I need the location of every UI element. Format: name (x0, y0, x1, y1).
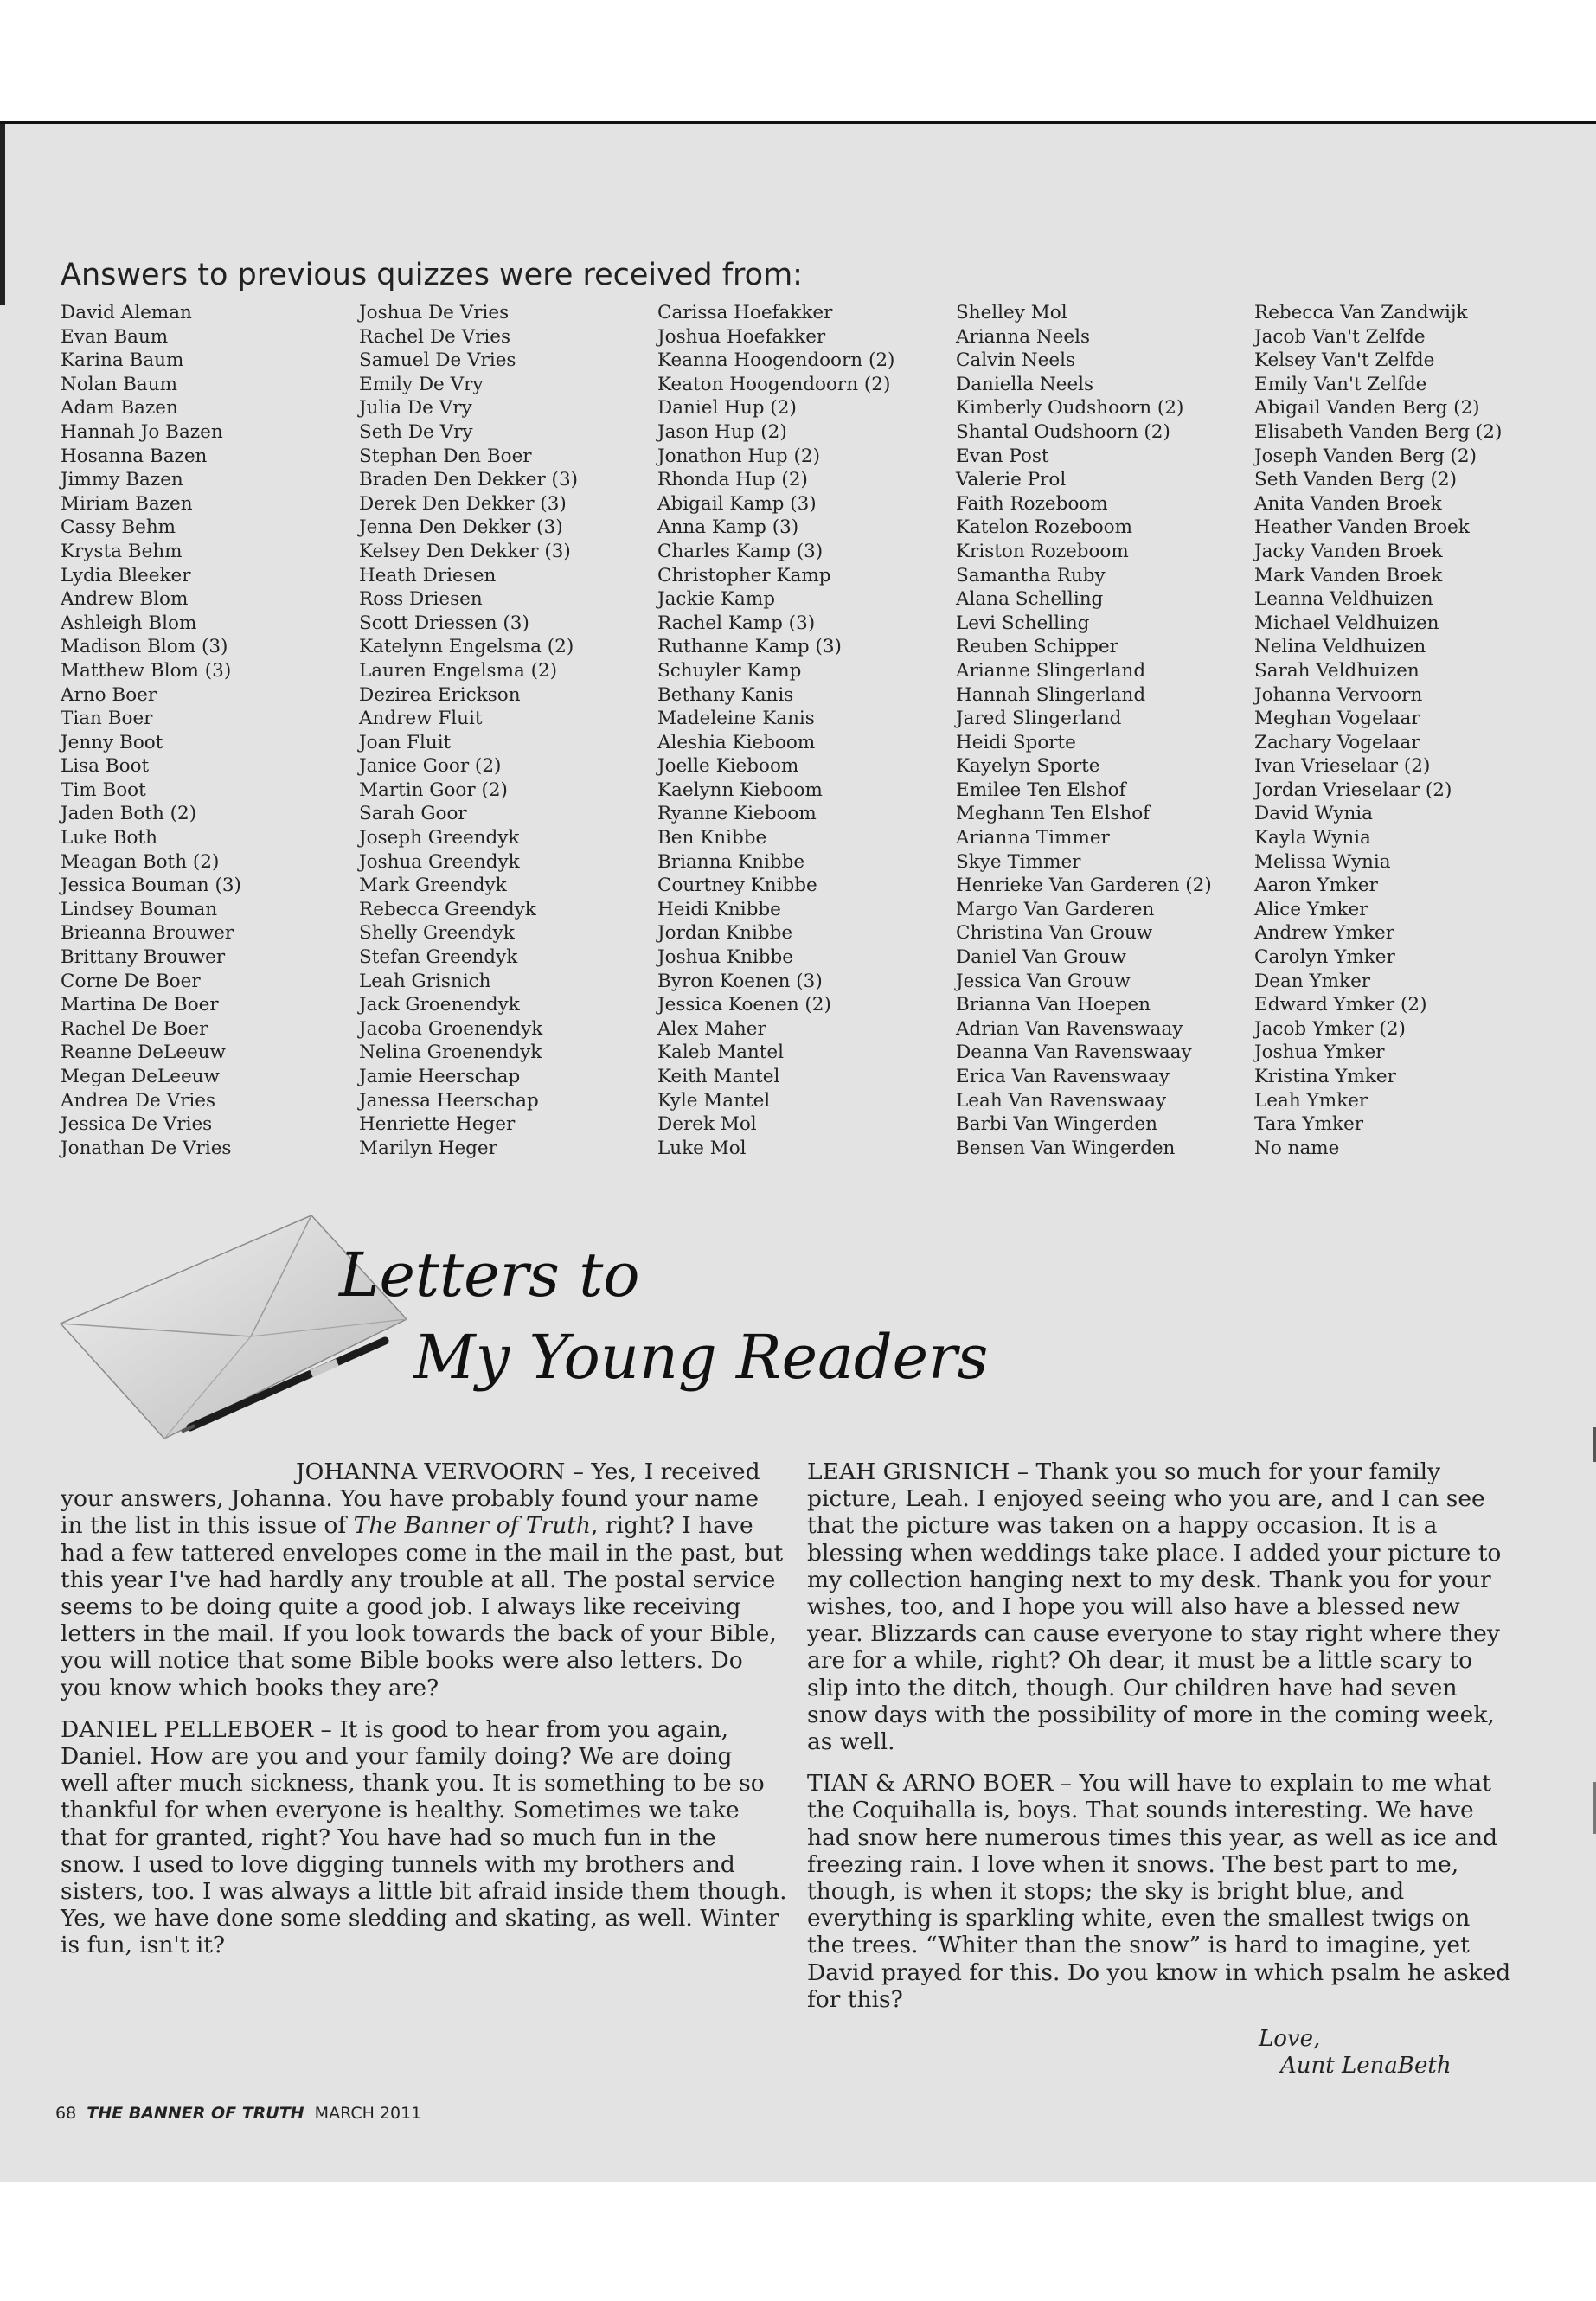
name-entry: Leah Van Ravenswaay (956, 1089, 1166, 1112)
name-entry: Kristina Ymker (1254, 1066, 1396, 1087)
names-column-2 (359, 301, 653, 1160)
name-entry: Rhonda Hup (2) (657, 469, 808, 491)
name-entry: Rebecca Van Zandwijk (1254, 302, 1468, 324)
name-entry: Elisabeth Vanden Berg (2) (1254, 420, 1503, 443)
magazine-name: THE BANNER OF TRUTH (87, 2104, 304, 2123)
signature: Aunt LenaBeth (1280, 2053, 1452, 2079)
name-entry: Heidi Sporte (956, 731, 1076, 753)
name-entry: Byron Koenen (3) (657, 970, 823, 992)
name-entry: Krysta Behm (61, 540, 183, 562)
name-entry: Arianna Timmer (956, 827, 1110, 849)
name-entry: Jacob Ymker (2) (1254, 1017, 1406, 1040)
name-entry: Matthew Blom (3) (61, 659, 232, 682)
name-entry: Jackie Kamp (657, 588, 775, 611)
name-entry: Meghan Vogelaar (1254, 708, 1420, 730)
name-entry: Joan Fluit (359, 731, 452, 753)
name-entry: Kayelyn Sporte (956, 755, 1100, 778)
name-entry: Corne De Boer (61, 970, 201, 992)
name-entry: Joshua Greendyk (359, 850, 520, 873)
name-entry: Lindsey Bouman (61, 898, 218, 920)
name-entry: Edward Ymker (2) (1254, 994, 1427, 1016)
name-entry: Braden Den Dekker (3) (359, 469, 579, 491)
name-entry: No name (1254, 1137, 1340, 1159)
name-entry: Jessica Van Grouw (956, 970, 1131, 992)
name-entry: Janessa Heerschap (359, 1089, 539, 1112)
name-entry: Brianna Van Hoepen (956, 994, 1151, 1016)
quiz-heading: Answers to previous quizzes were received from: (61, 258, 803, 292)
scan-mark (1593, 1427, 1596, 1462)
name-entry: Christopher Kamp (657, 564, 831, 586)
name-entry: Joshua Ymker (1254, 1042, 1385, 1064)
name-entry: David Wynia (1254, 803, 1373, 825)
name-entry: Madison Blom (3) (61, 636, 228, 658)
name-entry: Seth De Vry (359, 420, 473, 443)
name-entry: Keith Mantel (657, 1066, 780, 1087)
name-entry: Brieanna Brouwer (61, 922, 234, 945)
name-entry: Jimmy Bazen (61, 469, 183, 491)
name-entry: Derek Den Dekker (3) (359, 492, 567, 515)
name-entry: Rebecca Greendyk (359, 898, 536, 920)
name-entry: Luke Both (61, 827, 157, 849)
name-entry: Lisa Boot (61, 755, 150, 778)
name-entry: Arno Boer (61, 683, 157, 706)
name-entry: Evan Post (956, 445, 1049, 467)
name-entry: Jack Groenendyk (359, 994, 520, 1016)
name-entry: Jessica Bouman (3) (61, 875, 241, 897)
name-entry: Andrew Fluit (359, 708, 483, 730)
name-entry: Hannah Jo Bazen (61, 420, 223, 443)
name-entry: Hannah Slingerland (956, 683, 1146, 706)
name-entry: Jacky Vanden Broek (1254, 540, 1443, 562)
name-entry: Karina Baum (61, 349, 184, 372)
name-entry: Nelina Veldhuizen (1254, 636, 1426, 658)
name-entry: Madeleine Kanis (657, 708, 815, 730)
name-entry: Valerie Prol (956, 469, 1067, 491)
name-entry: Nelina Groenendyk (359, 1042, 542, 1064)
name-entry: Jenny Boot (61, 731, 163, 753)
name-entry: Tian Boer (61, 708, 153, 730)
name-entry: Leanna Veldhuizen (1254, 588, 1433, 611)
name-entry: Heather Vanden Broek (1254, 516, 1470, 539)
name-entry: Shelly Greendyk (359, 922, 515, 945)
name-entry: Alana Schelling (956, 588, 1104, 611)
name-entry: Joseph Vanden Berg (2) (1254, 445, 1477, 467)
name-entry: Levi Schelling (956, 612, 1090, 634)
name-entry: Scott Driessen (3) (359, 612, 529, 634)
name-entry: Adam Bazen (61, 397, 178, 420)
name-entry: Jordan Knibbe (657, 922, 793, 945)
name-entry: Joseph Greendyk (359, 827, 520, 849)
name-entry: Carissa Hoefakker (657, 302, 833, 324)
name-entry: David Aleman (61, 302, 192, 324)
name-entry: Megan DeLeeuw (61, 1066, 220, 1087)
name-entry: Katelynn Engelsma (2) (359, 636, 574, 658)
name-entry: Rachel De Boer (61, 1017, 208, 1040)
name-entry: Abigail Vanden Berg (2) (1254, 397, 1480, 420)
letter-leah (807, 1458, 1512, 1755)
name-entry: Joshua Hoefakker (657, 325, 826, 348)
names-column-4 (956, 301, 1250, 1160)
name-entry: Evan Baum (61, 325, 169, 348)
name-entry: Dezirea Erickson (359, 683, 521, 706)
name-entry: Anna Kamp (3) (657, 516, 799, 539)
letter-tian-arno (807, 1770, 1512, 2013)
name-entry: Daniel Hup (2) (657, 397, 797, 420)
footer (55, 2104, 421, 2123)
name-entry: Joshua De Vries (359, 302, 510, 324)
name-entry: Arianne Slingerland (956, 659, 1146, 682)
name-entry: Ivan Vrieselaar (2) (1254, 755, 1431, 778)
name-entry: Reuben Schipper (956, 636, 1118, 658)
name-entry: Aaron Ymker (1254, 875, 1378, 897)
scan-mark (1593, 1782, 1596, 1834)
name-entry: Ruthanne Kamp (3) (657, 636, 842, 658)
name-entry: Lydia Bleeker (61, 564, 191, 586)
name-entry: Andrea De Vries (61, 1089, 216, 1112)
name-entry: Joelle Kieboom (657, 755, 799, 778)
name-entry: Jared Slingerland (956, 708, 1122, 730)
name-entry: Meghann Ten Elshof (956, 803, 1151, 825)
name-entry: Mark Greendyk (359, 875, 507, 897)
name-entry: Sarah Veldhuizen (1254, 659, 1420, 682)
name-entry: Melissa Wynia (1254, 850, 1391, 873)
name-entry: Zachary Vogelaar (1254, 731, 1420, 753)
name-entry: Barbi Van Wingerden (956, 1113, 1157, 1136)
name-entry: Janice Goor (2) (359, 755, 502, 778)
name-entry: Cassy Behm (61, 516, 176, 539)
name-entry: Kaelynn Kieboom (657, 779, 823, 801)
section-title-line-2: My Young Readers (413, 1322, 989, 1393)
name-entry: Reanne DeLeeuw (61, 1042, 226, 1064)
magazine-title: The Banner of Truth (353, 1512, 591, 1540)
name-entry: Emily De Vry (359, 373, 484, 395)
name-entry: Calvin Neels (956, 349, 1076, 372)
name-entry: Brianna Knibbe (657, 850, 805, 873)
name-entry: Skye Timmer (956, 850, 1081, 873)
letter-text: LEAH GRISNICH – Thank you so much for your family picture, Leah. I enjoyed seeing who you are, and I can see that the picture was taken on a happy occasion. It is a blessing when weddings take place. I added your picture to my collection hanging next to my desk. Thank you for your wishes, too, and I hope you will also have a blessed new year. Blizzards can cause everyone to stay right where they are for a while, right? Oh dear, it must be a little scary to slip into the ditch, though. Our children have had seven snow days with the possibility of more in the coming week, as well. (807, 1458, 1502, 1756)
name-entry: Anita Vanden Broek (1254, 492, 1442, 515)
name-entry: Derek Mol (657, 1113, 757, 1136)
name-entry: Stefan Greendyk (359, 946, 518, 969)
closing: Love, (1259, 2026, 1321, 2052)
name-entry: Schuyler Kamp (657, 659, 802, 682)
name-entry: Ross Driesen (359, 588, 483, 611)
name-entry: Brittany Brouwer (61, 946, 226, 969)
name-entry: Meagan Both (2) (61, 850, 220, 873)
name-entry: Jason Hup (2) (657, 420, 787, 443)
name-entry: Daniel Van Grouw (956, 946, 1126, 969)
letter-text: , right? I have had a few tattered envelopes come in the mail in the past, but this year I've had hardly any trouble at all. The postal service seems to be doing quite a good job. I always like receiving letters in the mail. If you look towards the back of your Bible, you will notice that some Bible books were also letters. Do you know which books they are? (61, 1512, 784, 1702)
name-entry: Margo Van Garderen (956, 898, 1155, 920)
name-entry: Jenna Den Dekker (3) (359, 516, 563, 539)
issue-date: MARCH 2011 (314, 2104, 422, 2123)
name-entry: Kyle Mantel (657, 1089, 771, 1112)
name-entry: Shelley Mol (956, 302, 1067, 324)
name-entry: Tim Boot (61, 779, 146, 801)
letter-text: TIAN & ARNO BOER – You will have to explain to me what the Coquihalla is, boys. That sounds interesting. We have had snow here numerous times this year, as well as ice and freezing rain. I love when it snows. The best part to me, though, is when it stops; the sky is bright blue, and everything is sparkling white, even the smallest twigs on the trees. “Whiter than the snow” is hard to imagine, yet David prayed for this. Do you know in which psalm he asked for this? (807, 1770, 1511, 2013)
name-entry: Katelon Rozeboom (956, 516, 1132, 539)
name-entry: Tara Ymker (1254, 1113, 1364, 1136)
name-entry: Dean Ymker (1254, 970, 1371, 992)
name-entry: Jordan Vrieselaar (2) (1254, 779, 1452, 801)
name-entry: Keaton Hoogendoorn (2) (657, 373, 891, 395)
name-entry: Johanna Vervoorn (1254, 683, 1423, 706)
name-entry: Seth Vanden Berg (2) (1254, 469, 1458, 491)
name-entry: Andrew Ymker (1254, 922, 1394, 945)
page-number: 68 (55, 2104, 77, 2123)
name-entry: Erica Van Ravenswaay (956, 1066, 1170, 1087)
name-entry: Deanna Van Ravenswaay (956, 1042, 1192, 1064)
name-entry: Charles Kamp (3) (657, 540, 824, 562)
name-entry: Mark Vanden Broek (1254, 564, 1443, 586)
name-entry: Aleshia Kieboom (657, 731, 816, 753)
name-entry: Jaden Both (2) (61, 803, 197, 825)
name-entry: Jacob Van't Zelfde (1254, 325, 1426, 348)
name-entry: Shantal Oudshoorn (2) (956, 420, 1170, 443)
name-entry: Bethany Kanis (657, 683, 794, 706)
name-entry: Bensen Van Wingerden (956, 1137, 1176, 1159)
name-entry: Michael Veldhuizen (1254, 612, 1439, 634)
name-entry: Hosanna Bazen (61, 445, 208, 467)
name-entry: Leah Ymker (1254, 1089, 1368, 1112)
name-entry: Alice Ymker (1254, 898, 1368, 920)
name-entry: Ashleigh Blom (61, 612, 197, 634)
scan-edge (0, 124, 5, 305)
name-entry: Rachel Kamp (3) (657, 612, 816, 634)
name-entry: Christina Van Grouw (956, 922, 1153, 945)
name-entry: Miriam Bazen (61, 492, 193, 515)
name-entry: Martina De Boer (61, 994, 219, 1016)
name-entry: Emily Van't Zelfde (1254, 373, 1427, 395)
name-entry: Courtney Knibbe (657, 875, 817, 897)
name-entry: Jacoba Groenendyk (359, 1017, 543, 1040)
name-entry: Sarah Goor (359, 803, 467, 825)
letter-text: DANIEL PELLEBOER – It is good to hear from you again, Daniel. How are you and your family doing? We are doing well after much sickness, thank you. It is something to be so thankful for when everyone is healthy. Sometimes we take that for granted, right? You have had so much fun in the snow. I used to love digging tunnels with my brothers and sisters, too. I was always a little bit afraid inside them though. Yes, we have done some sledding and skating, as well. Winter is fun, isn't it? (61, 1715, 787, 1959)
name-entry: Heidi Knibbe (657, 898, 781, 920)
name-entry: Samantha Ruby (956, 564, 1106, 586)
letter-daniel (61, 1716, 787, 1959)
name-entry: Emilee Ten Elshof (956, 779, 1126, 801)
name-entry: Heath Driesen (359, 564, 497, 586)
name-entry: Arianna Neels (956, 325, 1091, 348)
name-entry: Keanna Hoogendoorn (2) (657, 349, 895, 372)
letter-text: JOHANNA VERVOORN – Yes, I received your answers, Johanna. You have probably found your name in the list in this issue of (61, 1458, 760, 1540)
name-entry: Faith Rozeboom (956, 492, 1108, 515)
name-entry: Julia De Vry (359, 397, 472, 420)
name-entry: Alex Maher (657, 1017, 766, 1040)
letters-right-column (807, 1458, 1512, 2028)
names-column-1 (61, 301, 355, 1160)
name-entry: Marilyn Heger (359, 1137, 497, 1159)
name-entry: Ryanne Kieboom (657, 803, 817, 825)
name-entry: Leah Grisnich (359, 970, 491, 992)
section-title-line-1: Letters to (339, 1240, 640, 1311)
name-entry: Abigail Kamp (3) (657, 492, 817, 515)
name-entry: Daniella Neels (956, 373, 1094, 395)
name-entry: Nolan Baum (61, 373, 177, 395)
name-entry: Henriette Heger (359, 1113, 516, 1136)
name-entry: Adrian Van Ravenswaay (956, 1017, 1183, 1040)
name-entry: Jonathon Hup (2) (657, 445, 820, 467)
name-entry: Jamie Heerschap (359, 1066, 521, 1087)
name-entry: Jessica De Vries (61, 1113, 213, 1136)
letter-johanna (61, 1458, 787, 1702)
name-entry: Ben Knibbe (657, 827, 767, 849)
name-entry: Joshua Knibbe (657, 946, 793, 969)
name-entry: Kaleb Mantel (657, 1042, 784, 1064)
name-entry: Jessica Koenen (2) (657, 994, 831, 1016)
name-entry: Jonathan De Vries (61, 1137, 232, 1159)
name-entry: Lauren Engelsma (2) (359, 659, 558, 682)
name-entry: Kelsey Van't Zelfde (1254, 349, 1435, 372)
name-entry: Martin Goor (2) (359, 779, 508, 801)
name-entry: Carolyn Ymker (1254, 946, 1395, 969)
letters-left-column (61, 1458, 787, 1974)
name-entry: Stephan Den Boer (359, 445, 532, 467)
name-entry: Kelsey Den Dekker (3) (359, 540, 571, 562)
name-entry: Kayla Wynia (1254, 827, 1371, 849)
name-entry: Samuel De Vries (359, 349, 516, 372)
name-entry: Henrieke Van Garderen (2) (956, 875, 1212, 897)
name-entry: Kimberly Oudshoorn (2) (956, 397, 1184, 420)
name-entry: Luke Mol (657, 1137, 747, 1159)
names-column-3 (657, 301, 952, 1160)
name-entry: Rachel De Vries (359, 325, 511, 348)
name-entry: Kriston Rozeboom (956, 540, 1129, 562)
names-column-5 (1254, 301, 1548, 1160)
name-entry: Andrew Blom (61, 588, 189, 611)
